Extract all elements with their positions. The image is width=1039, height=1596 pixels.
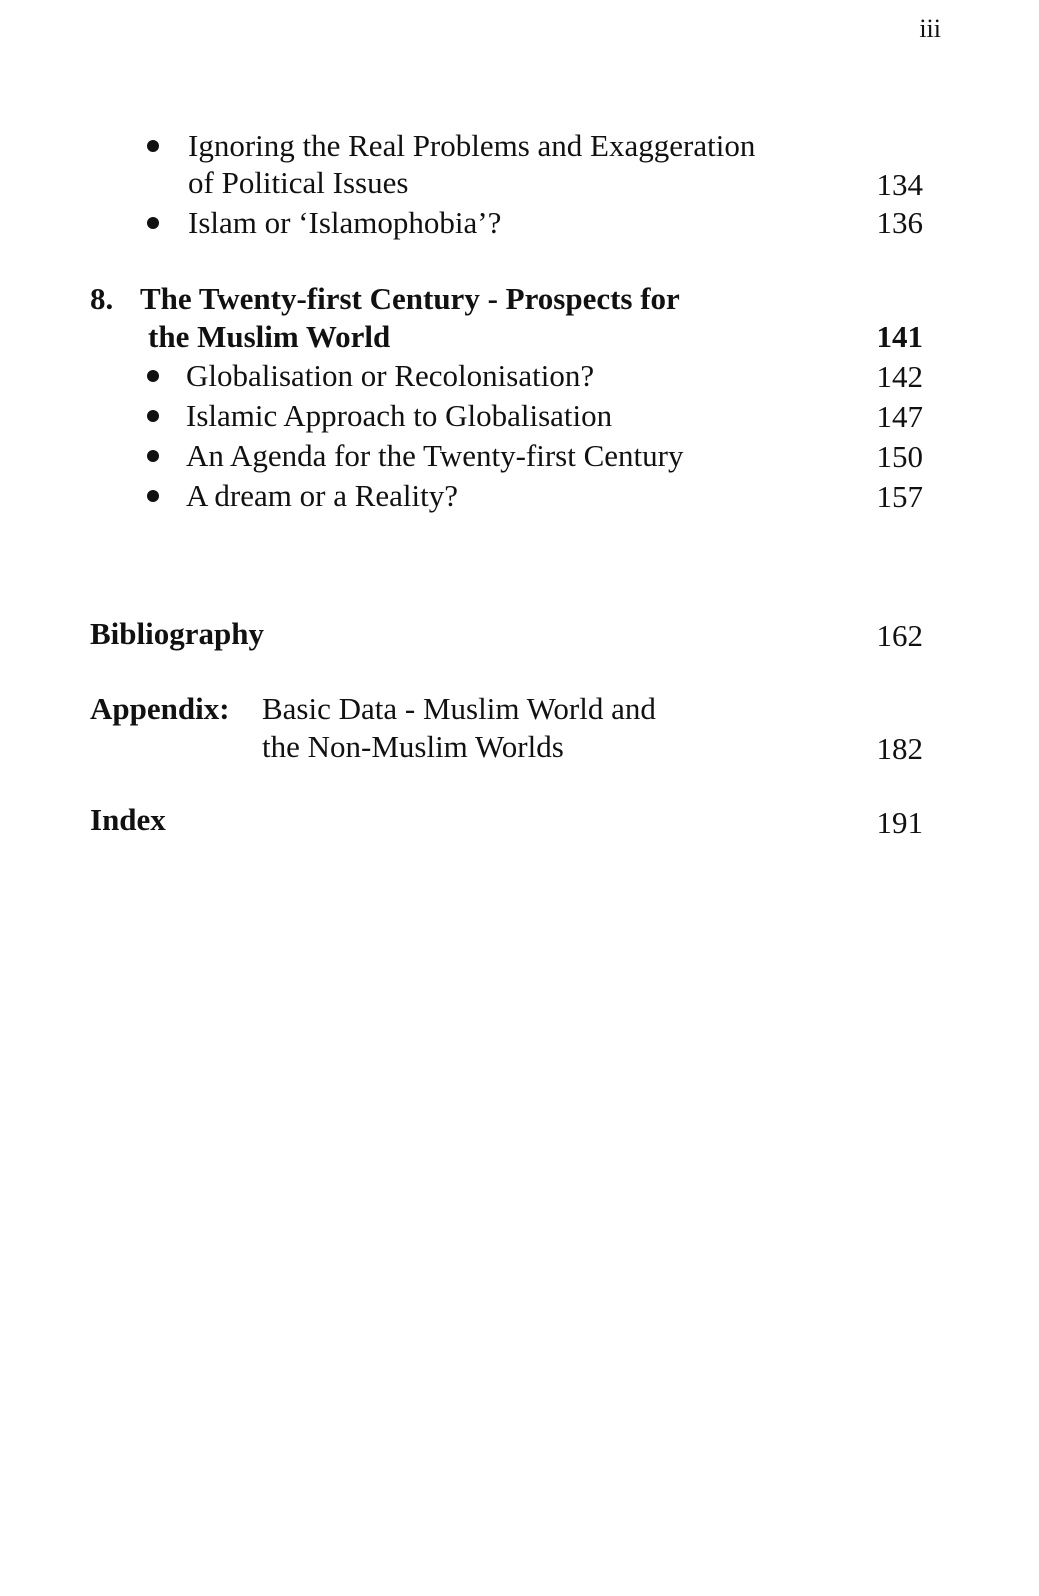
page-number: iii	[919, 14, 941, 43]
toc-entry-label: Islam or ‘Islamophobia’?	[188, 205, 502, 240]
section-label: Index	[90, 802, 166, 837]
section-page: 182	[876, 731, 923, 766]
section-page: 191	[876, 805, 923, 840]
toc-entry-label: Ignoring the Real Problems and Exaggeration	[188, 128, 756, 163]
bullet-icon	[147, 217, 159, 229]
bullet-icon	[147, 490, 159, 502]
toc-entry-page: 134	[876, 167, 923, 202]
chapter-page: 141	[876, 319, 923, 354]
toc-entry-page: 136	[876, 205, 923, 240]
section-label: Bibliography	[90, 616, 264, 651]
section-page: 162	[876, 618, 923, 653]
toc-entry-label: An Agenda for the Twenty-first Century	[186, 438, 684, 473]
bullet-icon	[147, 370, 159, 382]
toc-entry-label: A dream or a Reality?	[186, 478, 459, 513]
chapter-number: 8.	[90, 281, 114, 316]
section-label: Appendix:	[90, 691, 230, 726]
bullet-icon	[147, 450, 159, 462]
appendix-title: Basic Data - Muslim World and	[262, 691, 656, 726]
bullet-icon	[147, 140, 159, 152]
toc-entry-label: Islamic Approach to Globalisation	[186, 398, 613, 433]
toc-entry-label-cont: of Political Issues	[188, 165, 409, 200]
toc-entry-page: 142	[876, 359, 923, 394]
toc-entry-page: 157	[876, 479, 923, 514]
bullet-icon	[147, 410, 159, 422]
toc-entry-page: 147	[876, 399, 923, 434]
toc-entry-page: 150	[876, 439, 923, 474]
chapter-title-cont: the Muslim World	[148, 319, 391, 354]
chapter-title: The Twenty-first Century - Prospects for	[140, 281, 680, 316]
appendix-title-cont: the Non-Muslim Worlds	[262, 729, 564, 764]
toc-entry-label: Globalisation or Recolonisation?	[186, 358, 595, 393]
